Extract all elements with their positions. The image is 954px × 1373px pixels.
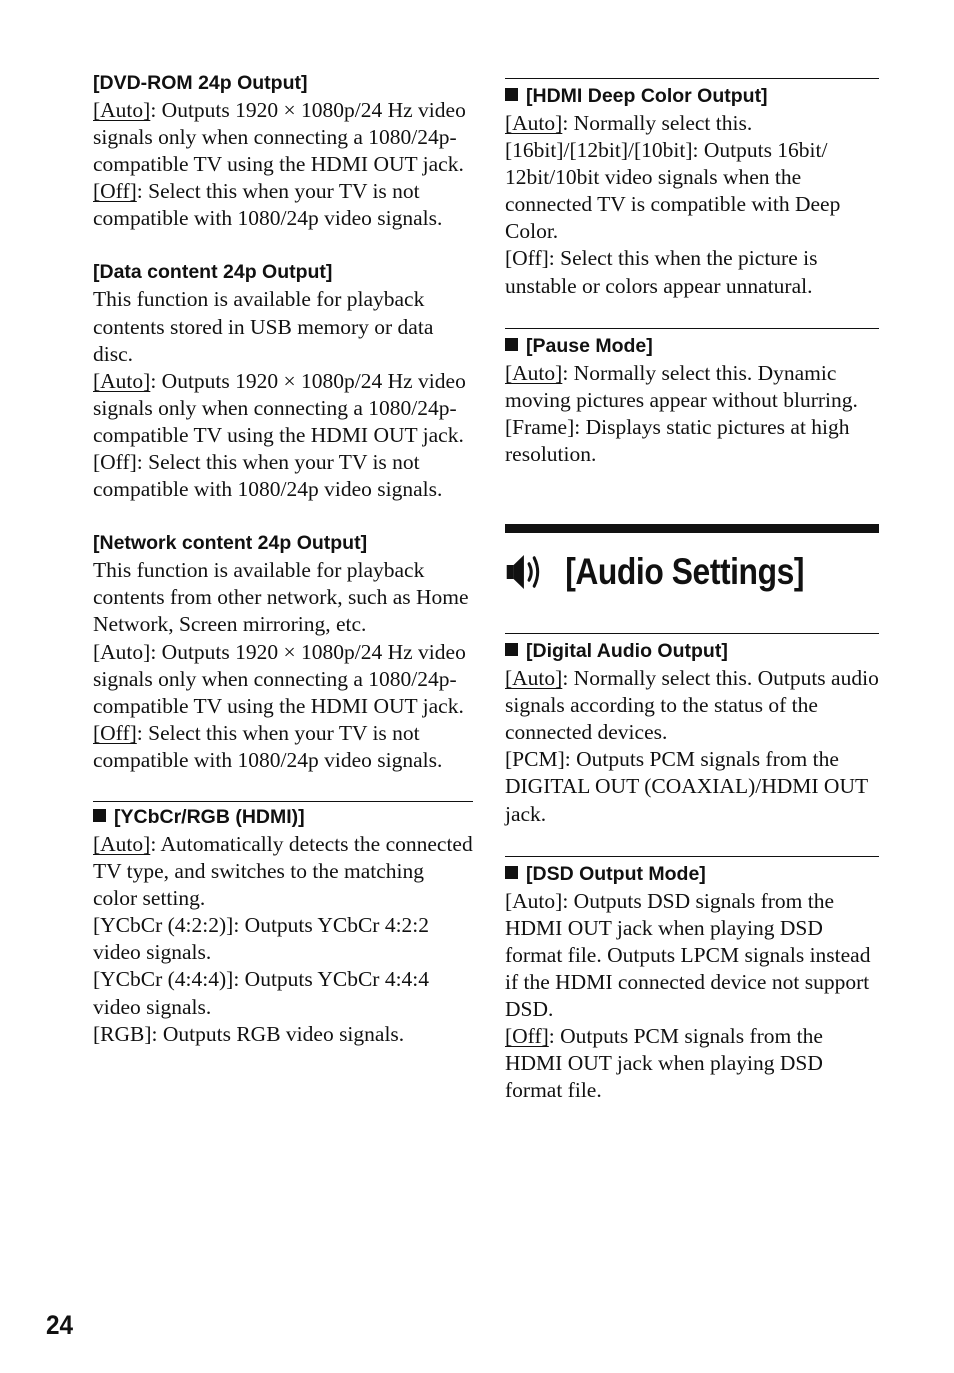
default-marker: [Off] xyxy=(93,179,137,204)
ycbcr-rgb-section xyxy=(93,801,473,1048)
network-content-24p-section xyxy=(93,530,473,774)
ycbcr-auto-option: [Auto]: Automatically detects the connected TV type, and switches to the matching color setting. xyxy=(93,831,473,911)
deep-color-section xyxy=(505,78,879,300)
right-column xyxy=(505,78,879,1104)
default-marker: [Auto] xyxy=(505,360,563,385)
pause-frame-option: [Frame]: Displays static pictures at high resolution. xyxy=(505,414,850,466)
network-content-24p-heading: [Network content 24p Output] xyxy=(93,532,368,555)
bullet-square-icon xyxy=(505,866,518,879)
dvdrom-24p-heading: [DVD-ROM 24p Output] xyxy=(93,72,308,94)
ycbcr-422-option: [YCbCr (4:2:2)]: Outputs YCbCr 4:2:2 video signals. xyxy=(93,913,430,965)
audio-settings-title: [Audio Settings] xyxy=(565,551,805,593)
digital-audio-auto-option: [Auto]: Normally select this. Outputs audio signals according to the status of the connected devices. xyxy=(505,666,879,745)
section-divider xyxy=(93,801,473,802)
pause-mode-heading: [Pause Mode] xyxy=(505,333,879,360)
dsd-output-section xyxy=(505,856,879,1105)
digital-audio-pcm-option: [PCM]: Outputs PCM signals from the DIGITAL OUT (COAXIAL)/HDMI OUT jack. xyxy=(505,747,868,826)
section-divider xyxy=(505,78,879,79)
pause-auto-option: [Auto]: Normally select this. Dynamic moving pictures appear without blurring. xyxy=(505,360,858,412)
default-marker: [Auto] xyxy=(93,368,151,393)
deep-color-heading: [HDMI Deep Color Output] xyxy=(505,83,879,110)
pause-mode-section xyxy=(505,328,879,468)
dsd-off-option: [Off]: Outputs PCM signals from the HDMI OUT jack when playing DSD format file. xyxy=(505,1024,823,1103)
bullet-square-icon xyxy=(505,338,518,351)
ycbcr-444-option: [YCbCr (4:4:4)]: Outputs YCbCr 4:4:4 video signals. xyxy=(93,967,430,1019)
dsd-output-heading: [DSD Output Mode] xyxy=(505,861,879,888)
default-marker: [Off] xyxy=(93,720,137,745)
deep-color-auto-option: [Auto]: Normally select this. xyxy=(505,111,753,135)
section-divider xyxy=(505,856,879,857)
default-marker: [Off] xyxy=(505,1024,549,1049)
default-marker: [Auto] xyxy=(505,666,563,691)
default-marker: [Auto] xyxy=(93,98,151,122)
bullet-square-icon xyxy=(505,88,518,101)
dvdrom-24p-section xyxy=(93,70,473,232)
bullet-square-icon xyxy=(93,809,106,822)
audio-settings-header xyxy=(505,524,879,611)
dsd-auto-option: [Auto]: Outputs DSD signals from the HDMI OUT jack when playing DSD format file. Outputs LPCM signals instead if the HDMI connected device not support DSD. xyxy=(505,888,871,1021)
data-content-24p-section xyxy=(93,259,473,503)
rgb-option: [RGB]: Outputs RGB video signals. xyxy=(93,1021,405,1046)
digital-audio-section xyxy=(505,633,879,828)
ycbcr-rgb-heading: [YCbCr/RGB (HDMI)] xyxy=(93,804,473,831)
deep-color-bits-option: [16bit]/[12bit]/[10bit]: Outputs 16bit/ 12bit/10bit video signals when the connected TV is compatible with Deep Color. xyxy=(505,138,841,244)
network-content-auto-option: [Auto]: Outputs 1920 × 1080p/24 Hz video signals only when connecting a 1080/24p-compatible TV using the HDMI OUT jack. xyxy=(93,639,466,718)
section-divider xyxy=(505,633,879,634)
left-column xyxy=(93,70,473,1048)
data-content-off-option: [Off]: Select this when your TV is not compatible with 1080/24p video signals. xyxy=(93,450,443,502)
speaker-icon xyxy=(505,552,550,592)
section-heavy-rule xyxy=(505,524,879,533)
dvdrom-off-option: [Off]: Select this when your TV is not compatible with 1080/24p video signals. xyxy=(93,179,443,231)
bullet-square-icon xyxy=(505,643,518,656)
digital-audio-heading: [Digital Audio Output] xyxy=(505,638,879,665)
page-number: 24 xyxy=(46,1310,74,1340)
section-divider xyxy=(505,328,879,329)
data-content-24p-heading: [Data content 24p Output] xyxy=(93,261,333,284)
deep-color-off-option: [Off]: Select this when the picture is unstable or colors appear unnatural. xyxy=(505,246,818,298)
data-content-intro: This function is available for playback contents stored in USB memory or data disc. xyxy=(93,287,434,366)
default-marker: [Auto] xyxy=(505,111,563,135)
dvdrom-auto-option: [Auto]: Outputs 1920 × 1080p/24 Hz video signals only when connecting a 1080/24p-compatible TV using the HDMI OUT jack. xyxy=(93,98,466,177)
data-content-auto-option: [Auto]: Outputs 1920 × 1080p/24 Hz video signals only when connecting a 1080/24p-compatible TV using the HDMI OUT jack. xyxy=(93,368,466,447)
network-content-off-option: [Off]: Select this when your TV is not compatible with 1080/24p video signals. xyxy=(93,720,443,772)
network-content-intro: This function is available for playback contents from other network, such as Home Network, Screen mirroring, etc. xyxy=(93,558,469,637)
default-marker: [Auto] xyxy=(93,831,151,856)
